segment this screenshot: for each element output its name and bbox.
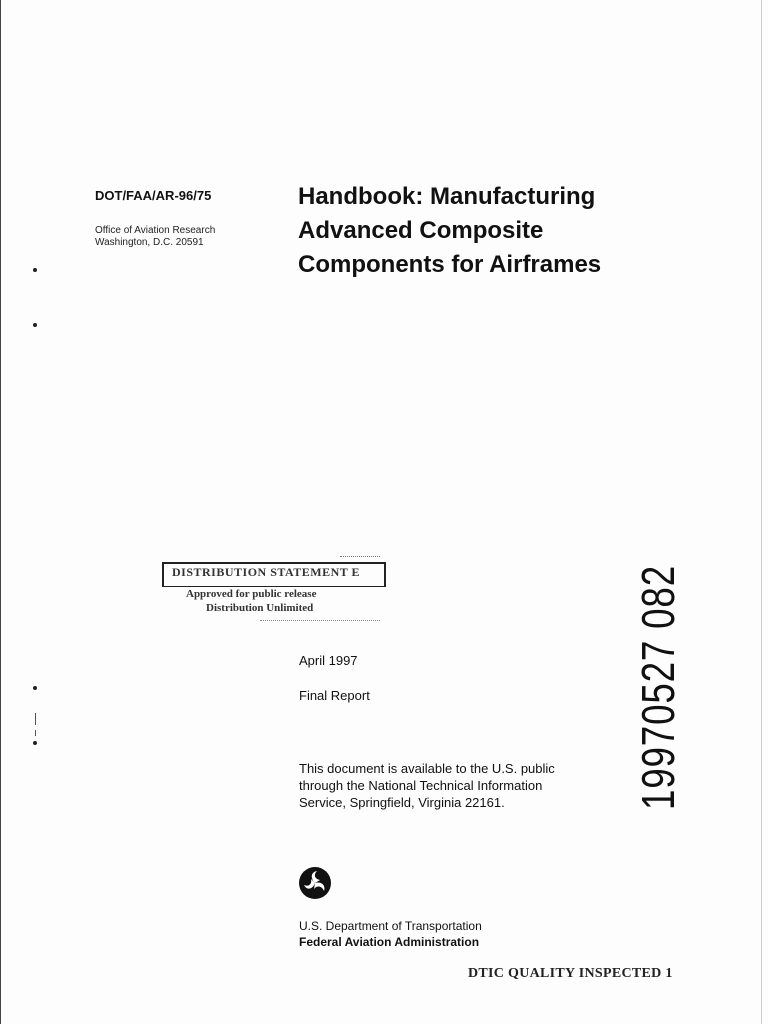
title-line-1: Handbook: Manufacturing [298, 183, 596, 210]
stamp-distribution-line: Distribution Unlimited [206, 602, 314, 614]
margin-tick-mark [35, 713, 36, 725]
title-line-3: Components for Airframes [298, 251, 602, 278]
margin-punch-dot [33, 741, 37, 745]
availability-line-1: This document is available to the U.S. public [299, 761, 555, 776]
report-date: April 1997 [299, 653, 358, 668]
margin-tick-mark [35, 730, 36, 736]
stamp-approval-line: Approved for public release [186, 588, 317, 600]
department-block [299, 918, 482, 950]
document-title [298, 180, 678, 282]
office-address [95, 225, 215, 249]
page-right-edge [761, 0, 762, 1024]
department-name: U.S. Department of Transportation [299, 919, 482, 933]
office-name: Office of Aviation Research [95, 225, 216, 236]
margin-punch-dot [33, 268, 37, 272]
availability-line-3: Service, Springfield, Virginia 22161. [299, 795, 505, 810]
distribution-stamp [160, 556, 388, 626]
report-type: Final Report [299, 688, 370, 703]
margin-punch-dot [33, 686, 37, 690]
report-number: DOT/FAA/AR-96/75 [95, 188, 212, 203]
accession-number: 19970527 082 [632, 565, 684, 810]
stamp-underline [260, 620, 380, 622]
availability-statement [299, 760, 589, 811]
margin-punch-dot [33, 323, 37, 327]
page-left-edge [0, 0, 1, 1024]
agency-name: Federal Aviation Administration [299, 935, 480, 949]
title-line-2: Advanced Composite [298, 217, 544, 244]
dot-triskelion-icon [298, 866, 332, 900]
stamp-header: DISTRIBUTION STATEMENT E [172, 565, 361, 579]
stamp-dotted-mark [340, 556, 380, 559]
office-city: Washington, D.C. 20591 [95, 237, 204, 248]
dtic-quality-stamp: DTIC QUALITY INSPECTED 1 [468, 966, 673, 981]
availability-line-2: through the National Technical Information [299, 778, 543, 793]
